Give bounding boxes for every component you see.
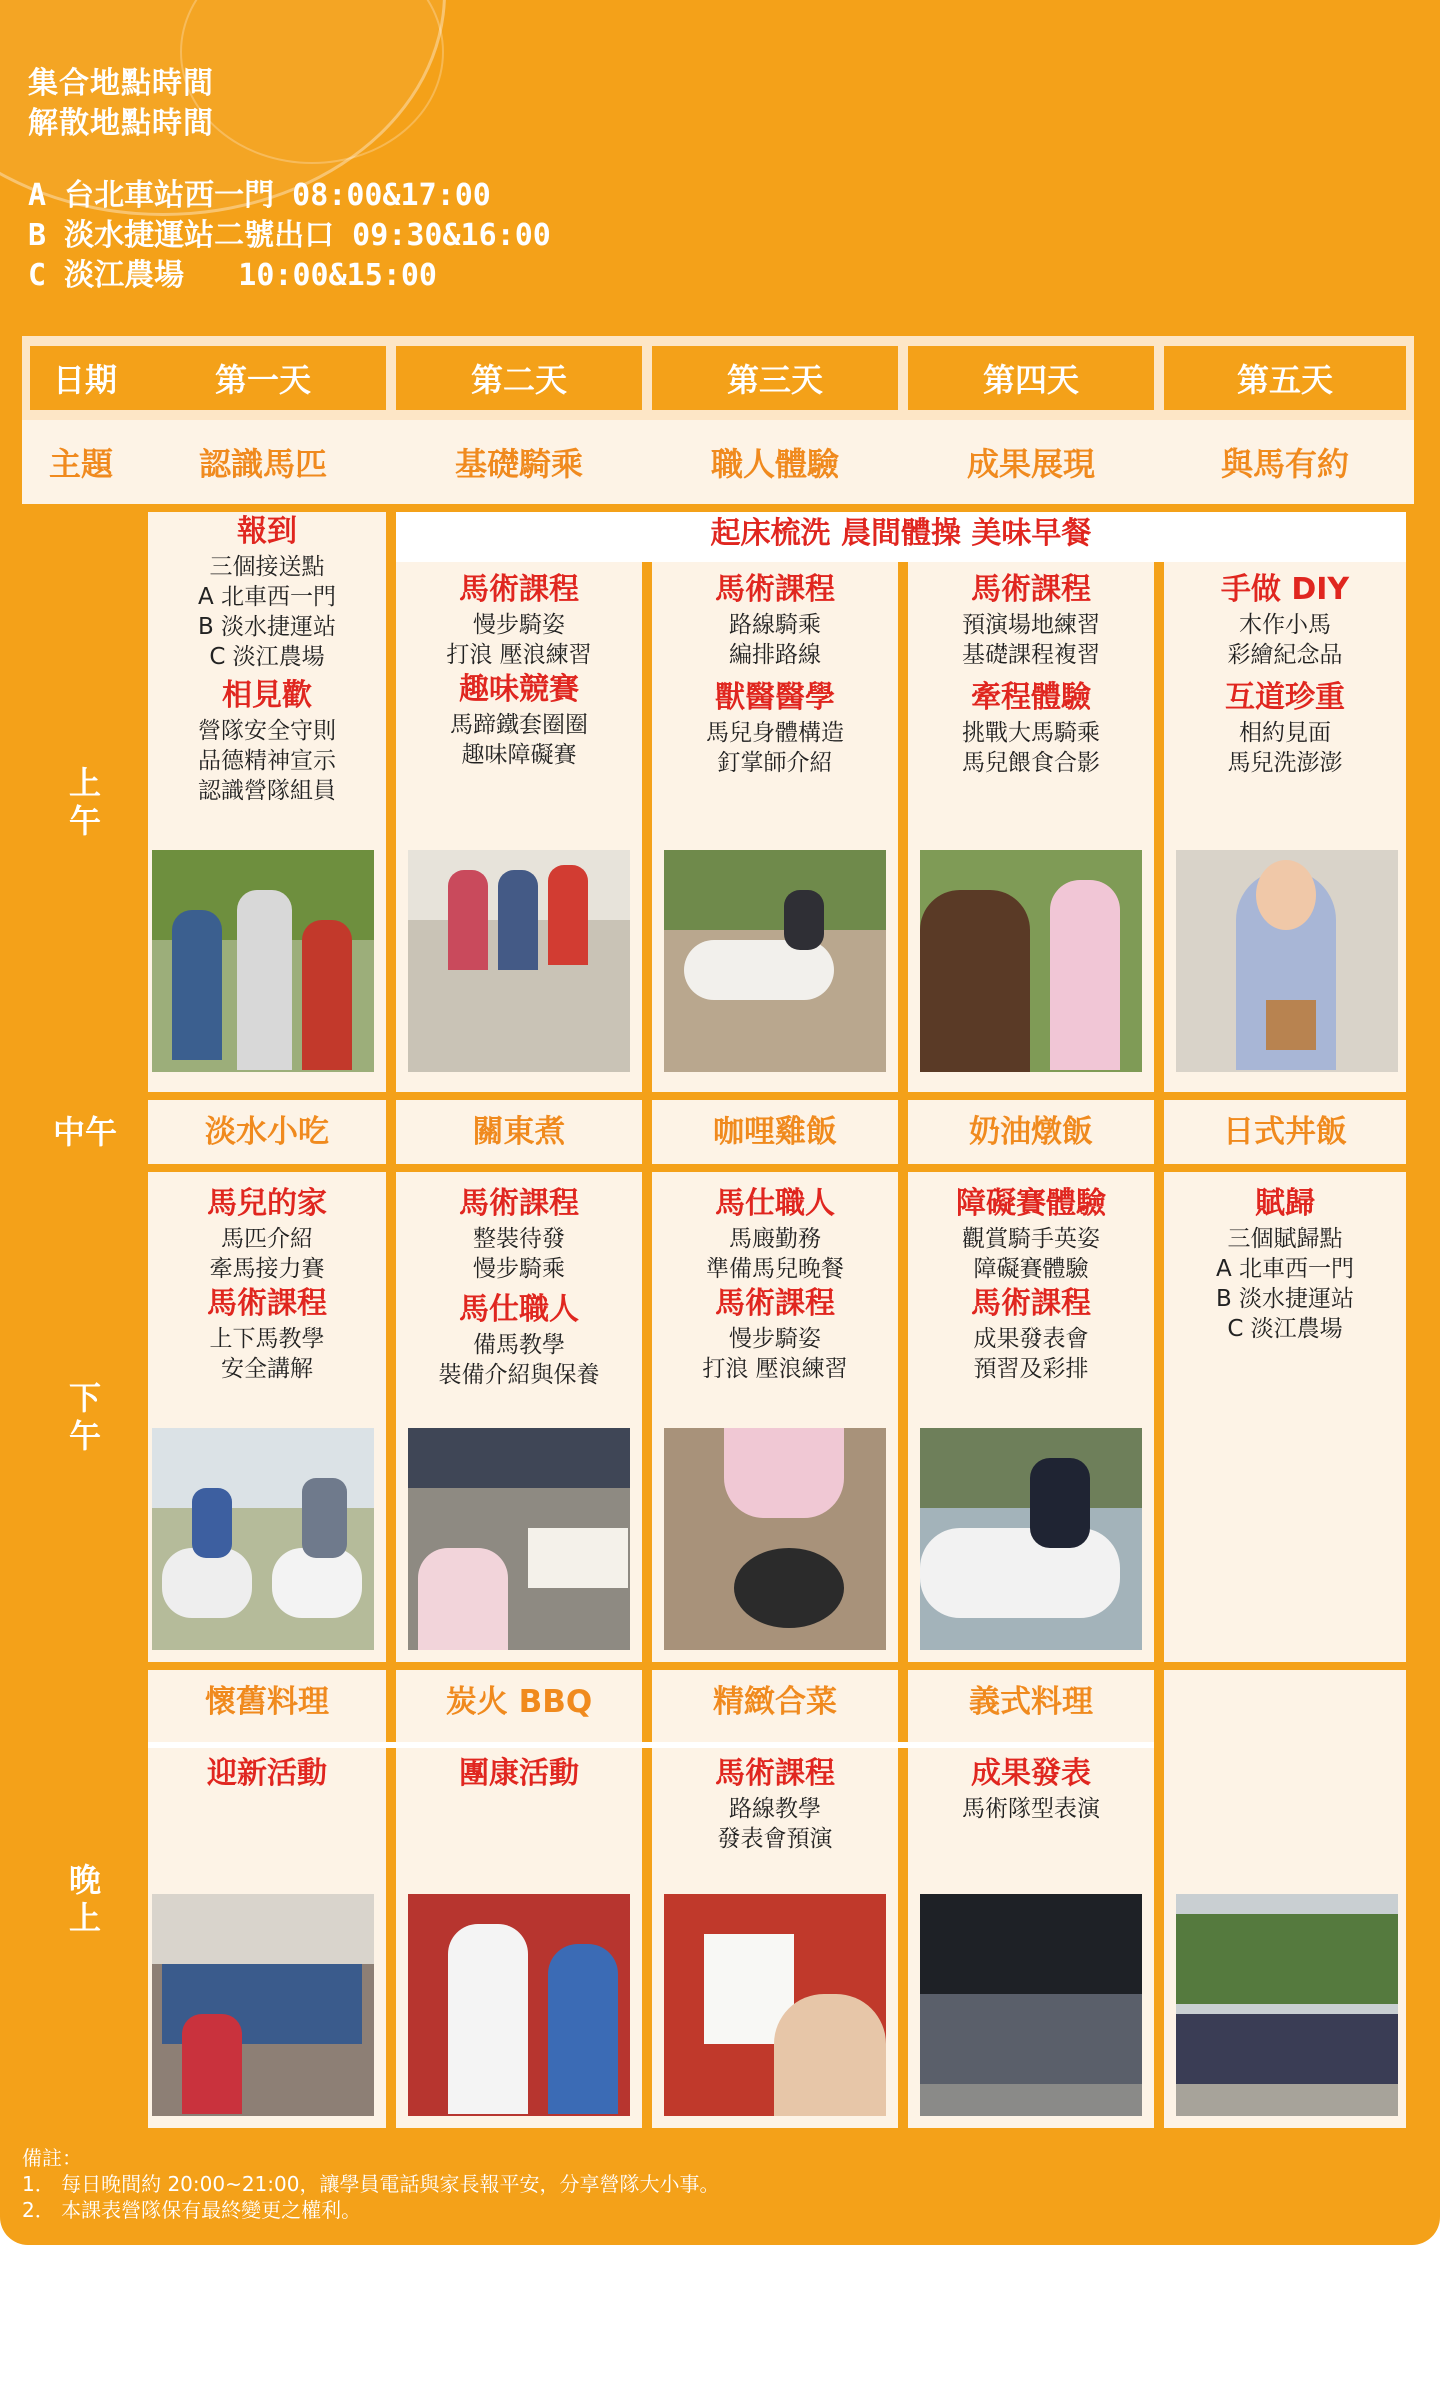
- activity-title: 相見歡: [222, 678, 312, 713]
- activity-detail: A 北車西一門: [197, 584, 337, 610]
- activity-title: 障礙賽體驗: [956, 1186, 1106, 1221]
- activity-detail: 準備馬兒晚餐: [706, 1256, 844, 1282]
- afternoon-label-text: 下午: [68, 1379, 101, 1455]
- morning-label: [30, 512, 140, 1092]
- activity-detail: B 淡水捷運站: [197, 614, 337, 640]
- activity-detail: 發表會預演: [717, 1826, 833, 1852]
- theme-day-4: 成果展現: [966, 445, 1095, 483]
- activity-detail: 整裝待發: [473, 1226, 565, 1252]
- evening-day-3-content: [652, 1754, 898, 1854]
- theme-label: 主題: [48, 445, 113, 483]
- photo-welcome-activity: [152, 1894, 374, 2116]
- photo-rider-jumping: [920, 1428, 1142, 1650]
- header-day-5: 第五天: [1164, 346, 1406, 410]
- evening-day-2-content: [396, 1754, 642, 1794]
- activity-detail: 障礙賽體驗: [973, 1256, 1089, 1282]
- activity-title: 團康活動: [459, 1756, 579, 1791]
- theme-day-3: 職人體驗: [710, 445, 839, 483]
- activity-detail: 上下馬教學: [209, 1326, 325, 1352]
- theme-day-5: 與馬有約: [1220, 445, 1349, 483]
- morning-day-5-content: [1164, 570, 1406, 778]
- afternoon-day-2-content: [396, 1184, 642, 1390]
- activity-detail: 馬術隊型表演: [962, 1796, 1100, 1822]
- photo-ring-toss: [408, 850, 630, 1072]
- activity-title: 馬術課程: [459, 572, 579, 607]
- activity-detail: 品德精神宣示: [198, 748, 336, 774]
- header-date: 日期: [30, 346, 140, 410]
- activity-detail: 路線騎乘: [729, 612, 821, 638]
- breakfast-banner-text: 起床梳洗 晨間體操 美味早餐: [710, 516, 1092, 551]
- activity-detail: C 淡江農場: [1227, 1316, 1343, 1342]
- activity-detail: 牽馬接力賽: [209, 1256, 325, 1282]
- photo-kids-on-ponies: [152, 1428, 374, 1650]
- afternoon-label: [30, 1172, 140, 1662]
- activity-detail: 彩繪紀念品: [1227, 642, 1343, 668]
- theme-day-1: 認識馬匹: [198, 445, 327, 483]
- evening-label-text: 晚上: [68, 1861, 101, 1937]
- activity-detail: 馬兒洗澎澎: [1227, 750, 1343, 776]
- noon-day-1: 淡水小吃: [148, 1100, 386, 1164]
- note-2: 2． 本課表營隊保有最終變更之權利。: [22, 2198, 362, 2222]
- noon-day-2: 關東煮: [396, 1100, 642, 1164]
- notes: [22, 2145, 719, 2223]
- meeting-row-a: A 台北車站西一門 08:00&17:00: [28, 178, 491, 213]
- activity-detail: C 淡江農場: [209, 644, 325, 670]
- activity-detail: 打浪 壓浪練習: [446, 642, 592, 668]
- activity-detail: 馬兒餵食合影: [962, 750, 1100, 776]
- activity-detail: 三個賦歸點: [1227, 1226, 1343, 1252]
- morning-day-1-content: [148, 512, 386, 806]
- activity-detail: 相約見面: [1239, 720, 1331, 746]
- morning-day-3-content: [652, 570, 898, 778]
- activity-detail: 趣味障礙賽: [461, 742, 577, 768]
- activity-title: 馬術課程: [715, 1286, 835, 1321]
- header-day-1: 第一天: [140, 346, 386, 410]
- photo-rehearsal: [664, 1894, 886, 2116]
- photo-pony-riding: [664, 850, 886, 1072]
- activity-detail: 裝備介紹與保養: [438, 1362, 600, 1388]
- divider: [148, 1742, 1154, 1748]
- meeting-row-b: B 淡水捷運站二號出口 09:30&16:00: [28, 218, 551, 253]
- theme-day-2: 基礎騎乘: [454, 445, 583, 483]
- activity-detail: 安全講解: [221, 1356, 313, 1382]
- notes-title: 備註：: [22, 2146, 82, 2170]
- meeting-info: [28, 64, 551, 296]
- activity-detail: A 北車西一門: [1215, 1256, 1355, 1282]
- dinner-day-1: 懷舊料理: [205, 1684, 329, 1720]
- header-day-4: 第四天: [908, 346, 1154, 410]
- activity-detail: 三個接送點: [209, 554, 325, 580]
- evening-day-4-content: [908, 1754, 1154, 1824]
- header-day-2: 第二天: [396, 346, 642, 410]
- evening-day-1-content: [148, 1754, 386, 1794]
- afternoon-day-3-content: [652, 1184, 898, 1384]
- activity-detail: 馬兒身體構造: [706, 720, 844, 746]
- activity-title: 馬仕職人: [715, 1186, 835, 1221]
- afternoon-day-4-content: [908, 1184, 1154, 1384]
- activity-title: 成果發表: [971, 1756, 1091, 1791]
- activity-title: 迎新活動: [207, 1756, 327, 1791]
- morning-day-4-content: [908, 570, 1154, 778]
- dinner-day-3: 精緻合菜: [713, 1684, 837, 1720]
- activity-title: 賦歸: [1255, 1186, 1315, 1221]
- dinner-day-2: 炭火 BBQ: [445, 1684, 593, 1720]
- activity-detail: 認識營隊組員: [198, 778, 336, 804]
- activity-title: 馬術課程: [715, 1756, 835, 1791]
- activity-detail: 釘掌師介紹: [717, 750, 833, 776]
- activity-detail: 預演場地練習: [962, 612, 1100, 638]
- activity-title: 趣味競賽: [459, 672, 579, 707]
- activity-title: 馬術課程: [459, 1186, 579, 1221]
- dismissal-title: 解散地點時間: [28, 106, 214, 141]
- activity-title: 手做 DIY: [1220, 572, 1350, 607]
- photo-stable-duty: [664, 1428, 886, 1650]
- morning-label-text: 上午: [68, 764, 101, 840]
- activity-detail: 慢步騎姿: [473, 612, 565, 638]
- photo-girl-with-horse: [920, 850, 1142, 1072]
- activity-detail: 馬蹄鐵套圈圈: [450, 712, 588, 738]
- activity-title: 馬仕職人: [459, 1292, 579, 1327]
- note-1: 1． 每日晚間約 20:00~21:00，讓學員電話與家長報平安，分享營隊大小事。: [22, 2172, 720, 2196]
- afternoon-day-1-content: [148, 1184, 386, 1384]
- activity-detail: 慢步騎姿: [729, 1326, 821, 1352]
- photo-kids-cheering: [152, 850, 374, 1072]
- activity-detail: 馬匹介紹: [221, 1226, 313, 1252]
- activity-detail: 路線教學: [729, 1796, 821, 1822]
- activity-title: 馬兒的家: [207, 1186, 327, 1221]
- meeting-row-c: C 淡江農場 10:00&15:00: [28, 258, 437, 293]
- photo-night-group: [920, 1894, 1142, 2116]
- dinner-day-4: 義式料理: [969, 1684, 1093, 1720]
- photo-group-games: [408, 1894, 630, 2116]
- activity-title: 馬術課程: [971, 572, 1091, 607]
- activity-detail: 成果發表會: [973, 1326, 1089, 1352]
- schedule-table: [22, 336, 1414, 2136]
- noon-day-3: 咖哩雞飯: [652, 1100, 898, 1164]
- activity-detail: 挑戰大馬騎乘: [962, 720, 1100, 746]
- activity-detail: 木作小馬: [1239, 612, 1331, 638]
- noon-day-4: 奶油燉飯: [908, 1100, 1154, 1164]
- noon-day-5: 日式丼飯: [1164, 1100, 1406, 1164]
- morning-day-2-content: [396, 570, 642, 770]
- activity-detail: 備馬教學: [473, 1332, 565, 1358]
- evening-label: [30, 1670, 140, 2128]
- activity-detail: 打浪 壓浪練習: [702, 1356, 848, 1382]
- activity-detail: 營隊安全守則: [198, 718, 336, 744]
- meeting-title: 集合地點時間: [28, 66, 214, 101]
- activity-detail: B 淡水捷運站: [1215, 1286, 1355, 1312]
- photo-farm-group: [1176, 1894, 1398, 2116]
- activity-detail: 觀賞騎手英姿: [962, 1226, 1100, 1252]
- activity-title: 報到: [237, 514, 297, 549]
- photo-kids-writing: [408, 1428, 630, 1650]
- activity-title: 牽程體驗: [971, 680, 1091, 715]
- activity-detail: 編排路線: [729, 642, 821, 668]
- activity-detail: 預習及彩排: [973, 1356, 1089, 1382]
- activity-title: 馬術課程: [715, 572, 835, 607]
- activity-title: 獸醫醫學: [715, 680, 835, 715]
- activity-detail: 慢步騎乘: [473, 1256, 565, 1282]
- activity-detail: 馬廄勤務: [729, 1226, 821, 1252]
- afternoon-day-5-content: [1164, 1184, 1406, 1344]
- activity-title: 馬術課程: [207, 1286, 327, 1321]
- activity-title: 馬術課程: [971, 1286, 1091, 1321]
- activity-detail: 基礎課程複習: [962, 642, 1100, 668]
- photo-girl-wood-craft: [1176, 850, 1398, 1072]
- header-day-3: 第三天: [652, 346, 898, 410]
- activity-title: 互道珍重: [1225, 680, 1345, 715]
- noon-label: 中午: [30, 1100, 140, 1164]
